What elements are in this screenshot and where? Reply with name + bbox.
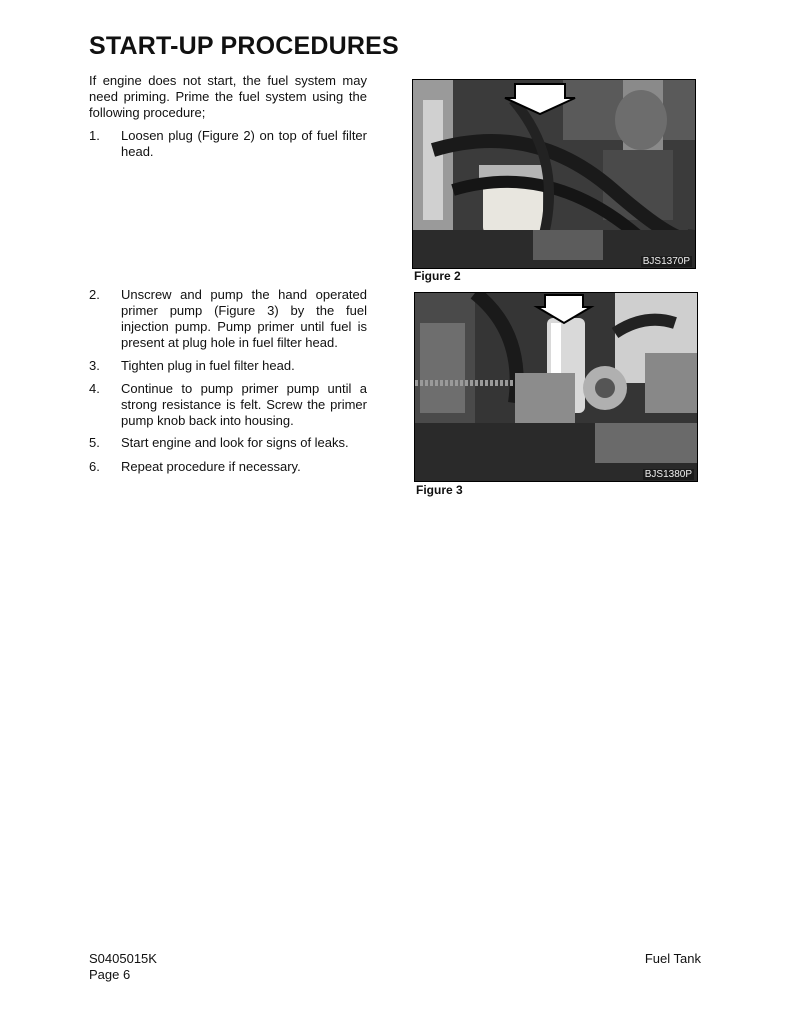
step-4 (89, 381, 367, 429)
step-text: Unscrew and pump the hand operated primer pump (Figure 3) by the fuel injection pump. Pump primer until fuel is present at plug hole in fuel filter head. (121, 287, 367, 350)
figure-3-caption: Figure 3 (416, 483, 463, 497)
step-5 (89, 435, 367, 451)
page-title: START-UP PROCEDURES (89, 32, 399, 60)
footer-section-name: Fuel Tank (644, 951, 701, 966)
figure-3-photo (414, 292, 698, 482)
intro-paragraph: If engine does not start, the fuel system may need priming. Prime the fuel system using the following procedure; (89, 73, 367, 120)
step-number: 2. (89, 287, 100, 302)
footer-doc-number: S0405015K (89, 951, 157, 966)
step-text: Repeat procedure if necessary. (121, 459, 301, 474)
figure-code: BJS1380P (644, 469, 692, 480)
step-text: Loosen plug (Figure 2) on top of fuel filter head. (121, 128, 367, 159)
step-1 (89, 128, 367, 160)
figure-2-photo (412, 79, 696, 269)
step-number: 5. (89, 435, 100, 450)
step-6 (89, 459, 367, 475)
step-text: Tighten plug in fuel filter head. (121, 358, 295, 373)
step-3 (89, 358, 367, 374)
step-number: 4. (89, 381, 100, 396)
step-text: Start engine and look for signs of leaks. (121, 435, 349, 450)
engine-fuel-filter-image (413, 80, 695, 268)
footer-page-number: Page 6 (89, 967, 131, 982)
step-number: 3. (89, 358, 100, 373)
primer-pump-image (415, 293, 697, 481)
step-text: Continue to pump primer pump until a strong resistance is felt. Screw the primer pump knob back into housing. (121, 381, 367, 428)
step-2 (89, 287, 367, 351)
figure-code: BJS1370P (642, 256, 690, 267)
step-number: 6. (89, 459, 100, 474)
figure-2-caption: Figure 2 (414, 269, 461, 283)
step-number: 1. (89, 128, 100, 143)
